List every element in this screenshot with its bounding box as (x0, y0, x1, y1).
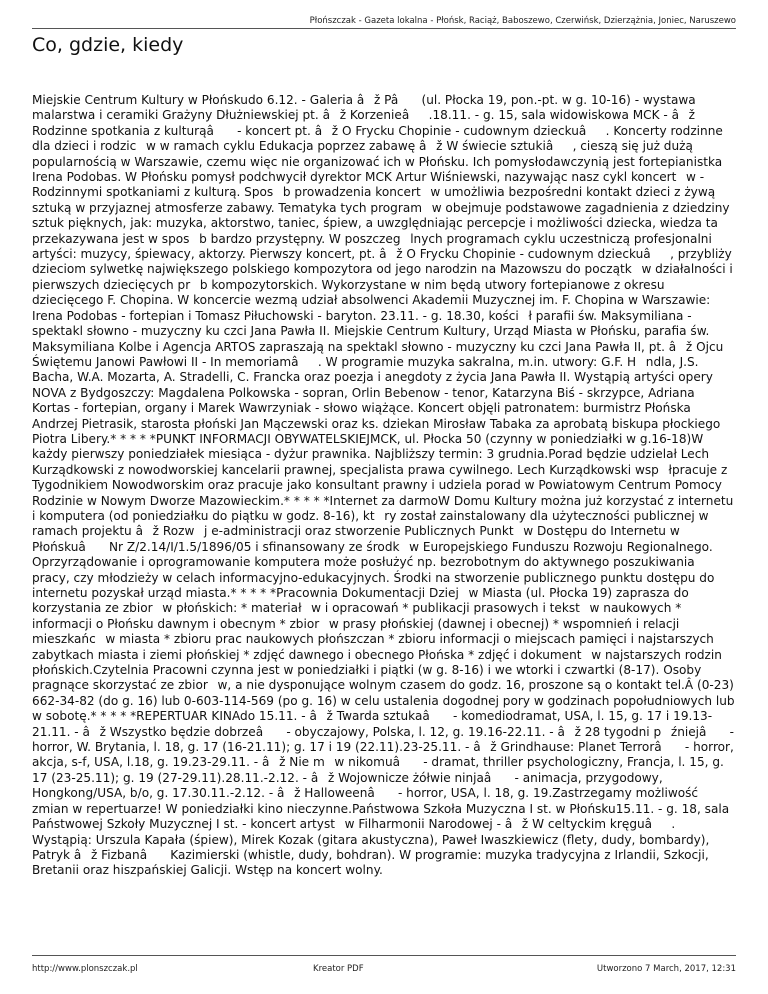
footer-url-link[interactable]: http://www.plonszczak.pl (32, 964, 138, 974)
footer-divider (32, 955, 736, 956)
footer-creator: Kreator PDF (313, 964, 364, 974)
header-divider (32, 28, 736, 29)
footer-created-date: Utworzono 7 March, 2017, 12:31 (596, 964, 736, 974)
article-title: Co, gdzie, kiedy (32, 34, 184, 56)
article-body: Miejskie Centrum Kultury w Płońskudo 6.12. - Galeria âž Pâ (ul. Płocka 19, pon.-pt. w g. 10-16) - wystawa malarstwa i ceramiki Grażyny Dłużniewskiej pt. âž Korzenieâ.18.11. - g. 15, sala widowiskowa MCK - âž Rodzinne spotkania z kulturąâ - koncert pt. âž O Frycku Chopinie - cudownym dzieckuâ. Koncerty rodzinne dla dzieci i rodzicw w ramach cyklu Edukacja poprzez zabawę âž W świecie sztukiâ, cieszą się już dużą popularnością w Warszawie, czemu więc nie organizować ich w Płońsku. Ich pomysłodawczynią jest fortepianistka Irena Podobas. W Płońsku pomysł podchwycił dyrektor MCK Artur Wiśniewski, nazywając nasz cykl koncertw - Rodzinnymi spotkaniami z kulturą. Sposb prowadzenia koncertw umożliwia bezpośredni kontakt dzieci z żywą sztuką w przyjaznej atmosferze zabawy. Tematyka tych programw obejmuje podstawowe zagadnienia z dziedziny sztuk pięknych, jak: muzyka, aktorstwo, taniec, śpiew, a uwzględniając percepcje i możliwości dziecka, wiedza ta przekazywana jest w sposb bardzo przystępny. W poszczeglnych programach cyklu uczestniczą profesjonalni artyści: muzycy, śpiewacy, aktorzy. Pierwszy koncert, pt. âž O Frycku Chopinie - cudownym dzieckuâ, przybliży dzieciom sylwetkę największego polskiego kompozytora od jego narodzin na Mazowszu do początkw działalności i pierwszych dziecięcych prb kompozytorskich. Wykorzystane w nim będą utwory fortepianowe z okresu dziecięcego F. Chopina. W koncercie wezmą udział absolwenci Akademii Muzycznej im. F. Chopina w Warszawie: Irena Podobas - fortepian i Tomasz Piłuchowski - baryton. 23.11. - g. 18.30, kościł parafii św. Maksymiliana - spektakl słowno - muzyczny ku czci Jana Pawła II. Miejskie Centrum Kultury, Urząd Miasta w Płońsku, parafia św. Maksymiliana Kolbe i Agencja ARTOS zapraszają na spektakl słowno - muzyczny ku czci Jana Pawła II, pt. âž Ojcu Świętemu Janowi Pawłowi II - In memoriamâ. W programie muzyka sakralna, m.in. utwory: G.F. Hndla, J.S. Bacha, W.A. Mozarta, A. Stradelli, C. Francka oraz poezja i anegdoty z życia Jana Pawła II. Wystąpią artyści opery NOVA z Bydgoszczy: Magdalena Polkowska - sopran, Orlin Bebenow - tenor, Katarzyna Biś - skrzypce, Adriana Kortas - fortepian, organy i Marek Wawrzyniak - słowo wiążące. Koncert objęli patronatem: burmistrz Płońska Andrzej Pietrasik, starosta płoński Jan Mączewski oraz ks. dziekan Mirosław Tabaka za aprobatą biskupa płockiego Piotra Libery.* * * * *PUNKT INFORMACJI OBYWATELSKIEJMCK, ul. Płocka 50 (czynny w poniedziałki w g.16-18)W każdy pierwszy poniedziałek miesiąca - dyżur prawnika. Najbliższy termin: 3 grudnia.Porad będzie udzielał Lech Kurządkowski z nowodworskiej kancelarii prawnej, specjalista prawa cywilnego. Lech Kurządkowski wspłpracuje z Tygodnikiem Nowodworskim oraz pracuje jako konsultant prawny i udziela porad w Powiatowym Centrum Pomocy Rodzinie w Nowym Dworze Mazowieckim.* * * * *Internet za darmoW Domu Kultury można już korzystać z internetu i komputera (od poniedziałku do piątku w godz. 8-16), ktry został zainstalowany dla użyteczności publicznej w ramach projektu âž Rozwj e-administracji oraz stworzenie Publicznych Punktw Dostępu do Internetu w Płońskuâ Nr Z/2.14/I/1.5/1896/05 i sfinansowany ze środkw Europejskiego Funduszu Rozwoju Regionalnego. Oprzyrządowanie i oprogramowanie komputera może posłużyć np. bezrobotnym do aktywnego poszukiwania pracy, czy młodzieży w celach informacyjno-edukacyjnych. Środki na stworzenie publicznego punktu dostępu do internetu pozyskał urząd miasta.* * * * *Pracownia Dokumentacji Dziejw Miasta (ul. Płocka 19) zaprasza do korzystania ze zbiorw płońskich: * materiałw i opracowań * publikacji prasowych i tekstw naukowych * informacji o Płońsku dawnym i obecnym * zbiorw prasy płońskiej (dawnej i obecnej) * wspomnień i relacji mieszkańcw miasta * zbioru prac naukowych płońszczan * zbioru informacji o miejscach pamięci i najstarszych zabytkach miasta i ziemi płońskiej * zdjęć dawnego i obecnego Płońska * zdjęć i dokumentw najstarszych rodzin płońskich.Czytelnia Pracowni czynna jest w poniedziałki i piątki (w g. 8-16) i we wtorki i czwartki (8-17). Osoby pragnące skorzystać ze zbiorw, a nie dysponujące wolnym czasem do godz. 16, proszone są o kontakt tel.Â (0-23) 662-34-82 (do g. 16) lub 0-603-114-569 (po g. 16) w celu ustalenia dogodnej pory w godzinach popołudniowych lub w sobotę.* * * * *REPERTUAR KINAdo 15.11. - âž Twarda sztukaâ - komediodramat, USA, l. 15, g. 17 i 19.13-21.11. - âž Wszystko będzie dobrzeâ - obyczajowy, Polska, l. 12, g. 19.16-22.11. - âž 28 tygodni pźniejâ - horror, W. Brytania, l. 18, g. 17 (16-21.11); g. 17 i 19 (22.11).23-25.11. - âž Grindhause: Planet Terrorâ - horror, akcja, s-f, USA, l.18, g. 19.23-29.11. - âž Nie mw nikomuâ - dramat, thriller psychologiczny, Francja, l. 15, g. 17 (23-25.11); g. 19 (27-29.11).28.11.-2.12. - âž Wojownicze żółwie ninjaâ - animacja, przygodowy, Hongkong/USA, b/o, g. 17.30.11.-2.12. - âž Halloweenâ - horror, USA, l. 18, g. 19.Zastrzegamy możliwość zmian w repertuarze! W poniedziałki kino nieczynne.Państwowa Szkoła Muzyczna I st. w Płońsku15.11. - g. 18, sala Państwowej Szkoły Muzycznej I st. - koncert artystw Filharmonii Narodowej - âž W celtyckim kręguâ. Wystąpią: Urszula Kapała (śpiew), Mirek Kozak (gitara akustyczna), Paweł Iwaszkiewicz (flety, dudy, bombardy), Patryk âž Fizbanâ Kazimierski (whistle, dudy, bohdran). W programie: muzyka tradycyjna z Irlandii, Szkocji, Bretanii oraz hiszpańskiej Galicji. Wstęp na koncert wolny. (32, 93, 735, 878)
page-header: Płońszczak - Gazeta lokalna - Płońsk, Raciąż, Baboszewo, Czerwińsk, Dzierzążnia, Joniec, Naruszewo (309, 16, 736, 26)
